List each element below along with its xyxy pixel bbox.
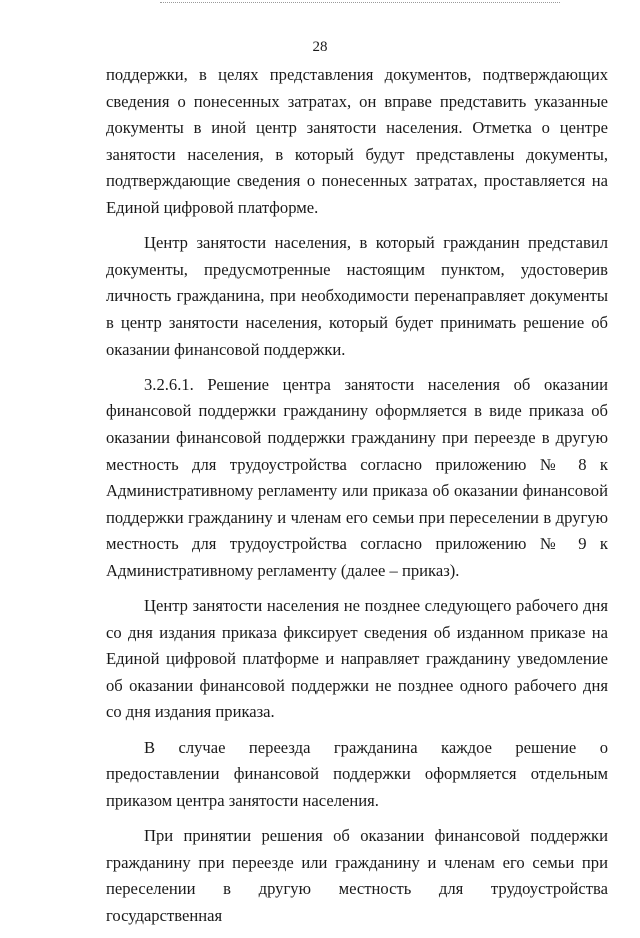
paragraph-separate-order: В случае переезда гражданина каждое решение о предоставлении финансовой поддержки оформляется отдельным приказом центра занятости населения. <box>106 737 608 810</box>
paragraph-continuation: поддержки, в целях представления документов, подтверждающих сведения о понесенных затратах, он вправе представить указанные документы в иной центр занятости населения. Отметка о центре занятости населения, в который будут представлены документы, подтверждающие сведения о понесенных затратах, проставляется на Единой цифровой платформе. <box>106 65 608 217</box>
paragraph-order-registration: Центр занятости населения не позднее следующего рабочего дня со дня издания приказа фиксирует сведения об изданном приказе на Единой цифровой платформе и направляет гражданину уведомление об оказании финансовой поддержки не позднее одного рабочего дня со дня издания приказа. <box>106 596 608 722</box>
scan-edge-line <box>160 2 560 3</box>
paragraph-section-3-2-6-1: 3.2.6.1. Решение центра занятости населения об оказании финансовой поддержки гражданину оформляется в виде приказа об оказании финансовой поддержки гражданину при переезде в другую местность для трудоустройства согласно приложению № 8 к Административному регламенту или приказа об оказании финансовой поддержки гражданину и членам его семьи при переселении в другую местность для трудоустройства согласно приложению № 9 к Административному регламенту (далее – приказ). <box>106 374 608 580</box>
page-number: 28 <box>312 39 328 55</box>
paragraph-redirect-documents: Центр занятости населения, в который гражданин представил документы, предусмотренные настоящим пунктом, удостоверив личность гражданина, при необходимости перенаправляет документы в центр занятости населения, который будет принимать решение об оказании финансовой поддержки. <box>106 233 608 359</box>
document-body <box>106 62 608 938</box>
paragraph-decision-acceptance: При принятии решения об оказании финансовой поддержки гражданину при переезде или гражданину и членам его семьи при переселении в другую местность для трудоустройства государственная <box>106 826 608 925</box>
